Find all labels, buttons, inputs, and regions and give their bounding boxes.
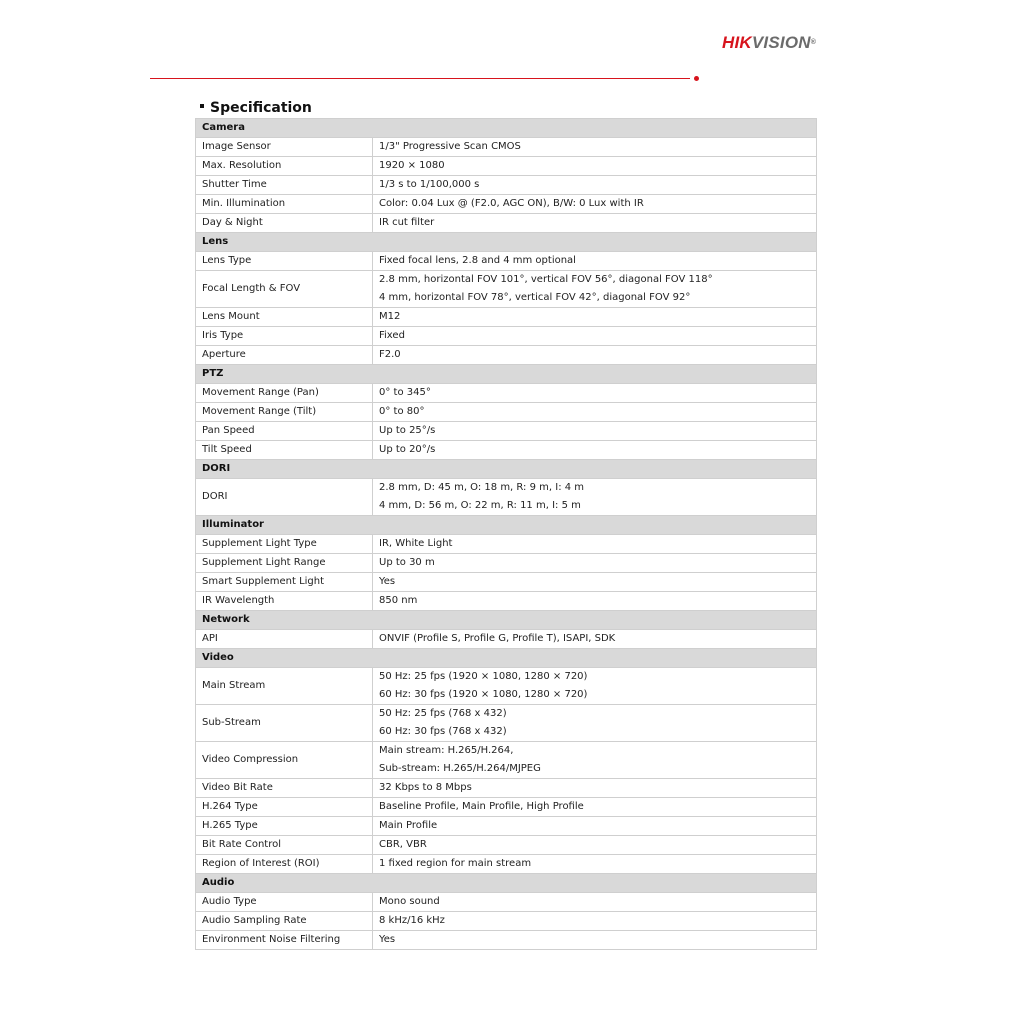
spec-value: IR cut filter [373, 214, 817, 233]
table-row [196, 195, 817, 214]
spec-value: 850 nm [373, 592, 817, 611]
table-row [196, 138, 817, 157]
spec-label: Pan Speed [196, 422, 373, 441]
section-header: Lens [196, 233, 817, 252]
table-row [196, 214, 817, 233]
spec-label: Bit Rate Control [196, 836, 373, 855]
table-row [196, 742, 817, 779]
section-header: Camera [196, 119, 817, 138]
spec-value: Baseline Profile, Main Profile, High Profile [373, 798, 817, 817]
spec-label: API [196, 630, 373, 649]
table-row [196, 855, 817, 874]
table-row [196, 931, 817, 950]
spec-value: IR, White Light [373, 535, 817, 554]
spec-value: Yes [373, 573, 817, 592]
section-header-row [196, 119, 817, 138]
spec-value-line: 50 Hz: 25 fps (1920 × 1080, 1280 × 720) [379, 671, 588, 682]
spec-value: 8 kHz/16 kHz [373, 912, 817, 931]
brand-logo [722, 33, 816, 53]
spec-label: Audio Sampling Rate [196, 912, 373, 931]
spec-value [373, 668, 817, 705]
spec-label: H.264 Type [196, 798, 373, 817]
spec-label: Aperture [196, 346, 373, 365]
spec-value [373, 705, 817, 742]
section-header-row [196, 516, 817, 535]
spec-value: 1 fixed region for main stream [373, 855, 817, 874]
table-row [196, 668, 817, 705]
spec-value [373, 479, 817, 516]
logo-part-2: VISION [751, 33, 811, 52]
spec-label: Lens Mount [196, 308, 373, 327]
table-row [196, 252, 817, 271]
spec-label: Iris Type [196, 327, 373, 346]
spec-value: Fixed [373, 327, 817, 346]
table-row [196, 327, 817, 346]
section-header-row [196, 611, 817, 630]
spec-value: Yes [373, 931, 817, 950]
section-header: DORI [196, 460, 817, 479]
spec-value-line: 2.8 mm, horizontal FOV 101°, vertical FOV 56°, diagonal FOV 118° [379, 274, 713, 285]
spec-value-line: 60 Hz: 30 fps (1920 × 1080, 1280 × 720) [379, 689, 588, 700]
spec-label: H.265 Type [196, 817, 373, 836]
section-header-row [196, 233, 817, 252]
table-row [196, 422, 817, 441]
table-row [196, 573, 817, 592]
spec-value [373, 271, 817, 308]
spec-label: Supplement Light Range [196, 554, 373, 573]
spec-label: Movement Range (Pan) [196, 384, 373, 403]
spec-value: Up to 20°/s [373, 441, 817, 460]
header-divider [150, 78, 690, 79]
spec-value: Color: 0.04 Lux @ (F2.0, AGC ON), B/W: 0 Lux with IR [373, 195, 817, 214]
table-row [196, 384, 817, 403]
table-row [196, 630, 817, 649]
spec-label: Supplement Light Type [196, 535, 373, 554]
spec-value-line: 60 Hz: 30 fps (768 x 432) [379, 726, 507, 737]
spec-value-line: Main stream: H.265/H.264, [379, 745, 514, 756]
spec-value: 1/3 s to 1/100,000 s [373, 176, 817, 195]
table-row [196, 592, 817, 611]
table-row [196, 441, 817, 460]
spec-label: Sub-Stream [196, 705, 373, 742]
spec-label: Shutter Time [196, 176, 373, 195]
table-row [196, 912, 817, 931]
section-header: Video [196, 649, 817, 668]
table-row [196, 346, 817, 365]
spec-value: Up to 25°/s [373, 422, 817, 441]
table-row [196, 308, 817, 327]
table-row [196, 798, 817, 817]
spec-label: Main Stream [196, 668, 373, 705]
table-row [196, 157, 817, 176]
spec-label: Max. Resolution [196, 157, 373, 176]
spec-value: 0° to 80° [373, 403, 817, 422]
spec-label: Tilt Speed [196, 441, 373, 460]
section-header: Illuminator [196, 516, 817, 535]
spec-value: ONVIF (Profile S, Profile G, Profile T), ISAPI, SDK [373, 630, 817, 649]
table-row [196, 176, 817, 195]
table-row [196, 705, 817, 742]
spec-label: Movement Range (Tilt) [196, 403, 373, 422]
spec-label: Smart Supplement Light [196, 573, 373, 592]
table-row [196, 479, 817, 516]
section-header-row [196, 874, 817, 893]
table-row [196, 836, 817, 855]
spec-value: M12 [373, 308, 817, 327]
section-header-row [196, 649, 817, 668]
spec-label: Image Sensor [196, 138, 373, 157]
table-row [196, 817, 817, 836]
spec-label: IR Wavelength [196, 592, 373, 611]
specification-table-body [196, 119, 817, 950]
logo-part-1: HIK [722, 33, 752, 52]
spec-value: Main Profile [373, 817, 817, 836]
spec-value-line: 4 mm, horizontal FOV 78°, vertical FOV 42°, diagonal FOV 92° [379, 292, 691, 303]
logo-registered-mark: ® [810, 39, 817, 46]
section-header: Network [196, 611, 817, 630]
spec-label: Lens Type [196, 252, 373, 271]
spec-label: Day & Night [196, 214, 373, 233]
spec-value: 1/3" Progressive Scan CMOS [373, 138, 817, 157]
spec-value-line: 4 mm, D: 56 m, O: 22 m, R: 11 m, I: 5 m [379, 500, 581, 511]
spec-label: Min. Illumination [196, 195, 373, 214]
table-row [196, 554, 817, 573]
spec-label: Region of Interest (ROI) [196, 855, 373, 874]
spec-label: Focal Length & FOV [196, 271, 373, 308]
spec-label: Audio Type [196, 893, 373, 912]
page-title [200, 98, 312, 118]
spec-label: Video Bit Rate [196, 779, 373, 798]
spec-value-line: Sub-stream: H.265/H.264/MJPEG [379, 763, 541, 774]
spec-value: Fixed focal lens, 2.8 and 4 mm optional [373, 252, 817, 271]
page-title-text: Specification [210, 100, 312, 116]
spec-value: 1920 × 1080 [373, 157, 817, 176]
spec-value-line: 2.8 mm, D: 45 m, O: 18 m, R: 9 m, I: 4 m [379, 482, 585, 493]
spec-value: F2.0 [373, 346, 817, 365]
spec-label: DORI [196, 479, 373, 516]
title-bullet-icon [200, 104, 204, 108]
table-row [196, 535, 817, 554]
header-divider-dot [694, 76, 699, 81]
spec-label: Video Compression [196, 742, 373, 779]
spec-value-line: 50 Hz: 25 fps (768 x 432) [379, 708, 507, 719]
spec-value: Up to 30 m [373, 554, 817, 573]
spec-value [373, 742, 817, 779]
section-header: PTZ [196, 365, 817, 384]
table-row [196, 271, 817, 308]
table-row [196, 779, 817, 798]
table-row [196, 403, 817, 422]
specification-table [195, 118, 817, 950]
spec-value: CBR, VBR [373, 836, 817, 855]
spec-value: Mono sound [373, 893, 817, 912]
table-row [196, 893, 817, 912]
spec-label: Environment Noise Filtering [196, 931, 373, 950]
section-header: Audio [196, 874, 817, 893]
spec-value: 32 Kbps to 8 Mbps [373, 779, 817, 798]
section-header-row [196, 365, 817, 384]
section-header-row [196, 460, 817, 479]
spec-value: 0° to 345° [373, 384, 817, 403]
